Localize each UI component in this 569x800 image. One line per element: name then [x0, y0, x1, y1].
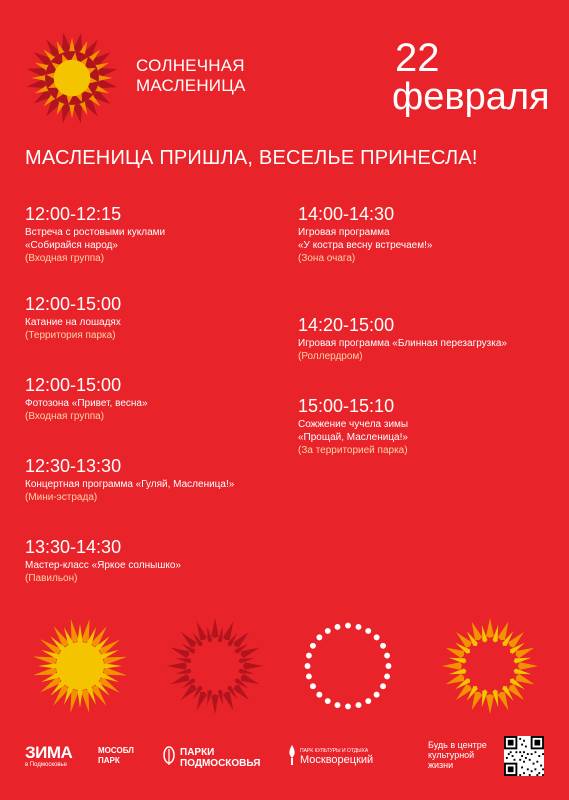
- mosoblpark-line-2: ПАРК: [98, 756, 120, 765]
- event-item: [25, 375, 285, 423]
- logo-line-1: СОЛНЕЧНАЯ: [136, 56, 245, 75]
- parks-podmoskovya-logo: [180, 747, 260, 769]
- moskvoretsky-title: Москворецкий: [300, 754, 374, 766]
- dots-circle-icon: [302, 620, 394, 712]
- sun-logo-icon: [24, 30, 120, 126]
- zima-title: ЗИМА: [25, 743, 73, 762]
- sun-orange-icon: [440, 616, 540, 716]
- event-desc: «У костра весну встречаем!»: [298, 240, 433, 251]
- mosoblpark-line-1: МОСОБЛ: [98, 746, 134, 755]
- event-time: 12:30-13:30: [25, 456, 122, 476]
- event-item: [25, 204, 285, 265]
- event-desc: Игровая программа: [298, 227, 390, 238]
- event-item: [298, 315, 558, 363]
- event-location: (Входная группа): [25, 253, 105, 264]
- event-desc: Концертная программа «Гуляй, Масленица!»: [25, 479, 235, 490]
- culture-slogan: [428, 740, 487, 770]
- event-item: [25, 537, 285, 585]
- sun-dark-icon: [165, 616, 265, 716]
- culture-line-1: Будь в центре: [428, 740, 487, 750]
- event-location: (Входная группа): [25, 411, 105, 422]
- event-location: (Территория парка): [25, 330, 116, 341]
- event-time: 15:00-15:10: [298, 396, 395, 416]
- logo-line-2: МАСЛЕНИЦА: [136, 76, 246, 95]
- event-location: (Павильон): [25, 573, 78, 584]
- event-desc: «Прощай, Масленица!»: [298, 432, 408, 443]
- flame-icon: [287, 744, 297, 766]
- event-item: [298, 204, 558, 265]
- event-desc: «Собирайся народ»: [25, 240, 118, 251]
- event-location: (За территорией парка): [298, 445, 408, 456]
- event-time: 12:00-15:00: [25, 294, 122, 314]
- qr-code-icon[interactable]: [504, 736, 544, 776]
- zima-subtitle: в Подмосковье: [25, 762, 68, 768]
- event-time: 12:00-15:00: [25, 375, 122, 395]
- event-time: 14:00-14:30: [298, 204, 395, 224]
- event-item: [298, 396, 558, 457]
- logo-title: [136, 56, 246, 96]
- event-desc: Катание на лошадях: [25, 317, 121, 328]
- event-desc: Фотозона «Привет, весна»: [25, 398, 148, 409]
- culture-line-3: жизни: [428, 760, 454, 770]
- event-desc: Встреча с ростовыми куклами: [25, 227, 166, 238]
- parks-line-1: ПАРКИ: [180, 747, 215, 758]
- sun-yellow-icon: [30, 616, 130, 716]
- event-time: 13:30-14:30: [25, 537, 122, 557]
- event-location: (Роллердром): [298, 351, 363, 362]
- event-desc: Сожжение чучела зимы: [298, 419, 409, 430]
- event-item: [25, 294, 285, 342]
- slogan-heading: МАСЛЕНИЦА ПРИШЛА, ВЕСЕЛЬЕ ПРИНЕСЛА!: [25, 147, 478, 169]
- parks-line-2: ПОДМОСКОВЬЯ: [180, 758, 261, 769]
- event-desc: Игровая программа «Блинная перезагрузка»: [298, 338, 507, 349]
- event-location: (Мини-эстрада): [25, 492, 98, 503]
- event-item: [25, 456, 285, 504]
- moskvoretsky-caption: ПАРК КУЛЬТУРЫ И ОТДЫХА: [300, 748, 369, 754]
- event-location: (Зона очага): [298, 253, 356, 264]
- zima-logo: [25, 744, 72, 769]
- date-day: 22: [395, 36, 440, 80]
- mosoblpark-logo: [98, 746, 134, 766]
- culture-line-2: культурной: [428, 750, 475, 760]
- park-leaf-icon: [162, 746, 176, 766]
- event-time: 12:00-12:15: [25, 204, 122, 224]
- date-month: февраля: [392, 76, 550, 118]
- moskvoretsky-logo: [300, 748, 373, 766]
- event-desc: Мастер-класс «Яркое солнышко»: [25, 560, 181, 571]
- event-time: 14:20-15:00: [298, 315, 395, 335]
